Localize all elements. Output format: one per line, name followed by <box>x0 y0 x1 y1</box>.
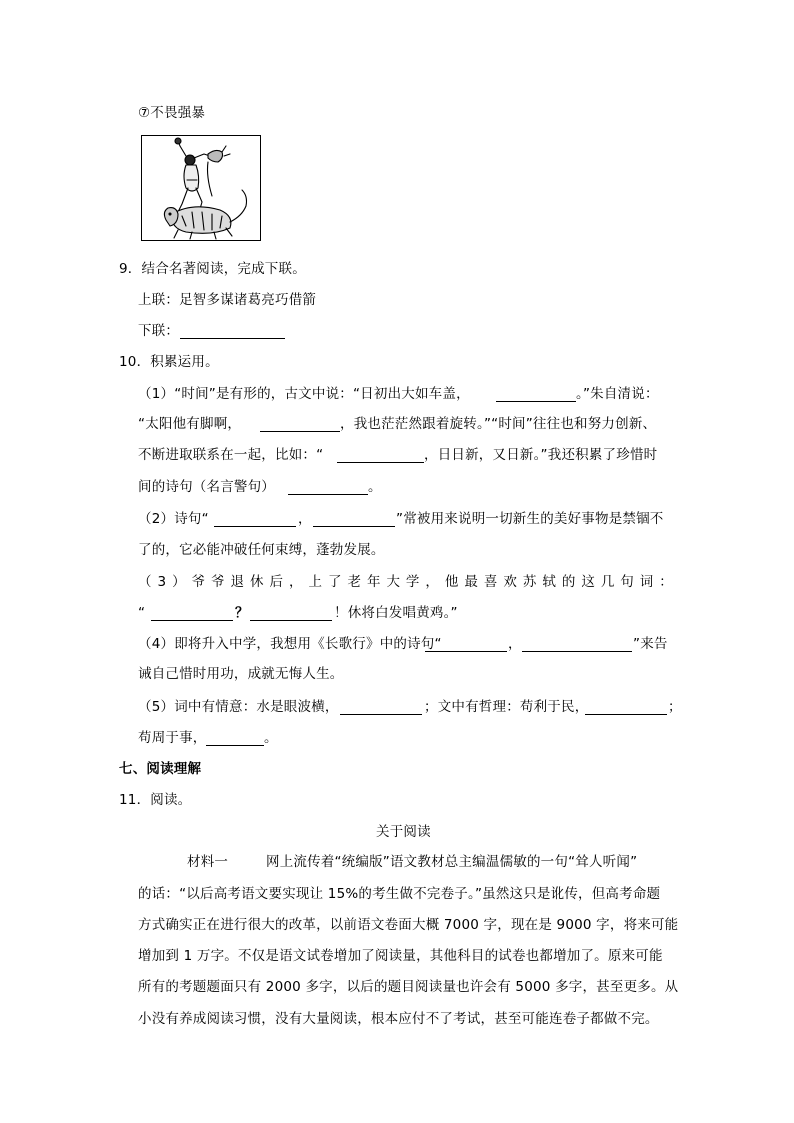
answer-blank[interactable] <box>496 401 576 402</box>
q10-part3-text: （3）爷爷退休后，上了老年大学，他最喜欢苏轼的这几句词： <box>138 574 673 590</box>
material-label: 材料一 <box>187 854 229 870</box>
q10-part4-text: （4）即将升入中学，我想用《长歌行》中的诗句“ <box>138 636 442 652</box>
answer-blank[interactable] <box>260 431 340 432</box>
q10-part4-text: ”来告 <box>633 636 668 652</box>
q10-part1-text: ，我也茫茫然跟着旋转。”“时间”往往也和努力创新、 <box>340 416 657 432</box>
q10-part3-text: ？ <box>235 605 249 621</box>
q10-part1-text: （1）“时间”是有形的，古文中说：“日初出大如车盖， <box>138 386 470 402</box>
passage-title: 关于阅读 <box>376 824 431 840</box>
q10-part1-text: 。”朱自清说： <box>576 386 659 402</box>
upper-couplet: 上联：足智多谋诸葛亮巧借箭 <box>138 292 317 308</box>
answer-blank[interactable] <box>206 745 264 746</box>
question-9-stem: 9．结合名著阅读，完成下联。 <box>119 261 306 277</box>
answer-blank[interactable] <box>180 338 285 339</box>
lower-couplet-label: 下联： <box>138 323 180 339</box>
passage-line: 所有的考题题面只有 2000 多字，以后的题目阅读量也许会有 5000 多字，甚至更多。从 <box>138 979 679 995</box>
answer-blank[interactable] <box>214 526 296 527</box>
q10-part2-text: ”常被用来说明一切新生的美好事物是禁锢不 <box>396 511 664 527</box>
q10-part1-text: “太阳他有脚啊， <box>138 416 242 432</box>
passage-line: 小没有养成阅读习惯，没有大量阅读，根本应付不了考试，甚至可能连卷子都做不完。 <box>138 1011 659 1027</box>
question-10-stem: 10．积累运用。 <box>119 354 219 370</box>
q10-part1-text: 间的诗句（名言警句） <box>138 479 275 495</box>
q10-part4-text: ， <box>508 636 522 652</box>
q10-part2-text: （2）诗句“ <box>138 511 209 527</box>
answer-blank[interactable] <box>288 494 368 495</box>
q10-part3-text: ！休将白发唱黄鸡。” <box>334 605 458 621</box>
wrestling-tiger-illustration <box>141 135 261 241</box>
q10-part2-text: 了的，它必能冲破任何束缚，蓬勃发展。 <box>138 542 385 558</box>
answer-blank[interactable] <box>585 714 667 715</box>
q10-part5-text: ；文中有哲理：苟利于民， <box>424 699 589 715</box>
q10-part4-text: 诫自己惜时用功，成就无悔人生。 <box>138 666 344 682</box>
answer-blank[interactable] <box>522 651 632 652</box>
q10-part5-text: 苟周于事， <box>138 730 207 746</box>
q10-part5-text: 。 <box>264 730 278 746</box>
question-11-stem: 11．阅读。 <box>119 792 192 808</box>
answer-blank[interactable] <box>250 620 332 621</box>
item-7-label: ⑦不畏强暴 <box>138 105 206 121</box>
q10-part1-text: 。 <box>368 479 382 495</box>
passage-line: 方式确实正在进行很大的改革，以前语文卷面大概 7000 字，现在是 9000 字，将来可能 <box>138 917 679 933</box>
section-heading: 七、阅读理解 <box>119 761 202 777</box>
passage-line: 的话：“以后高考语文要实现让 15%的考生做不完卷子。”虽然这只是讹传，但高考命题 <box>138 886 661 902</box>
q10-part2-text: ， <box>298 511 312 527</box>
answer-blank[interactable] <box>425 651 507 652</box>
man-fighting-tiger-image <box>142 136 260 240</box>
passage-line: 增加到 1 万字。不仅是语文试卷增加了阅读量，其他科目的试卷也都增加了。原来可能 <box>138 948 663 964</box>
answer-blank[interactable] <box>337 462 424 463</box>
passage-line: 网上流传着“统编版”语文教材总主编温儒敏的一句“耸人听闻” <box>266 854 638 870</box>
q10-part1-text: ，日日新，又日新。”我还积累了珍惜时 <box>424 447 658 463</box>
answer-blank[interactable] <box>340 714 422 715</box>
q10-part3-text: “ <box>138 605 146 621</box>
answer-blank[interactable] <box>313 526 395 527</box>
q10-part5-text: ； <box>668 699 682 715</box>
q10-part1-text: 不断进取联系在一起，比如：“ <box>138 447 324 463</box>
answer-blank[interactable] <box>151 620 233 621</box>
q10-part5-text: （5）词中有情意：水是眼波横， <box>138 699 339 715</box>
